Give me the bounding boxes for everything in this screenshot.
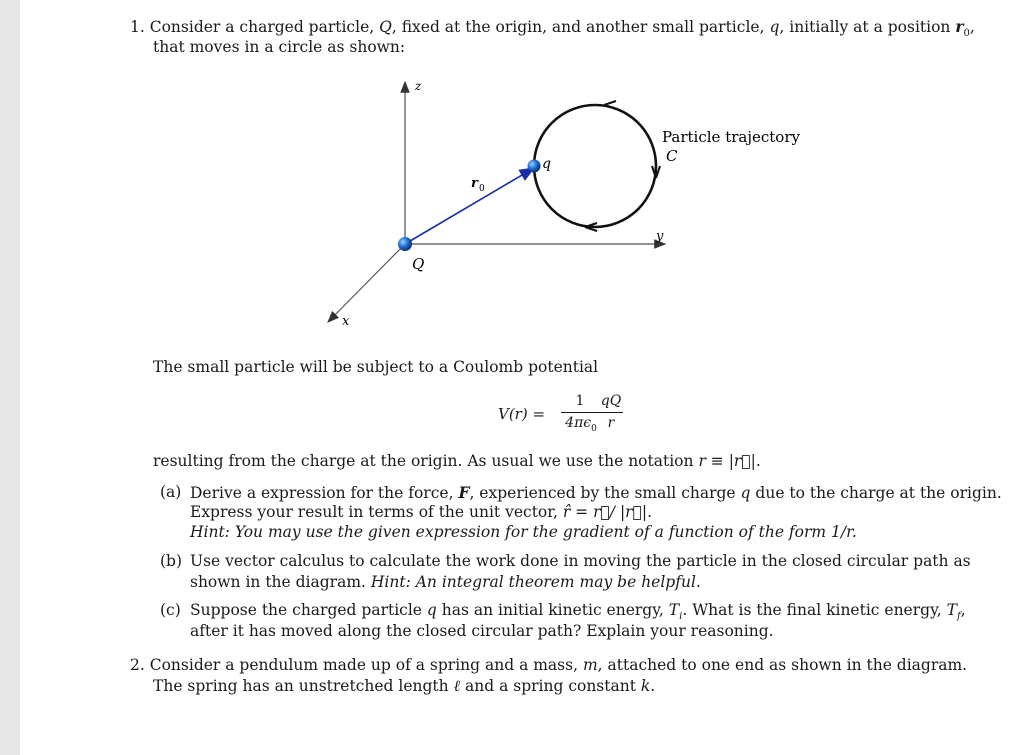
question-1-line-2: that moves in a circle as shown: [153,38,406,56]
question-2-number: 2. [130,656,145,674]
trajectory-arrow-top [604,101,616,109]
question-1-number: 1. [130,18,145,36]
particle-trajectory-diagram [20,70,840,340]
x-axis-label: x [342,314,350,329]
question-1-line-1: 1. Consider a charged particle, Q, fixed at the origin, and another small particle, q, initially at a position $r_0$, [130,17,975,40]
part-a-hint: Hint: You may use the given expression for the gradient of a function of the form 1/r. [190,523,857,541]
r0-vector-symbol: $r_0$ [955,17,970,40]
part-b-label: (b) [160,552,183,570]
charge-q-sphere [528,160,541,173]
potential-intro: The small particle will be subject to a Coulomb potential [153,358,599,376]
r0-label: r [471,176,478,191]
C-label: C [666,147,678,165]
part-c-label: (c) [160,601,181,619]
document-page: 1. Consider a charged particle, Q, fixed at the origin, and another small particle, q, initially at a position $r_0$, that moves in a circle as shown: z y x Q q r 0 Particle trajectory C The small particle will be subject to a Coulomb potential V(r) = 1 $4\pi\epsilon_0$ qQ r resulting from the charge at the origin. As usual we use the notation r ≡ |r⃗|. (a) Derive a expression for the force, F, experienced by the small charge q due to the charge at the origin. Express your result in terms of the unit vector, r̂ = r⃗/ |r⃗|. Hint: You may use the given expression for the gradient of a function of the form 1/r. (b) Use vector calculus to calculate the work done in moving the particle in the closed circular path as shown in the diagram. Hint: An integral theorem may be helpful. (c) Suppose the charged particle q has an initial kinetic energy, $T_i$. What is the final kinetic energy, $T_f$, after it has moved along the closed circular path? Explain your reasoning. 2. Consider a pendulum made up of a spring and a mass, m, attached to one end as shown in the diagram. The spring has an unstretched length ℓ and a spring constant k. [20,0,1032,755]
charge-Q-sphere [398,237,412,251]
part-a-label: (a) [160,483,182,501]
circular-trajectory [534,105,656,227]
x-axis [328,244,405,322]
r0-vector-arrow [405,168,534,244]
y-axis-label: y [656,229,664,244]
q-label: q [542,156,551,172]
r0-label-sub: 0 [479,184,485,194]
trajectory-label: Particle trajectory [662,128,800,146]
z-axis-label: z [415,79,422,93]
Q-label: Q [412,255,425,273]
notation-line: resulting from the charge at the origin. As usual we use the notation r ≡ |r⃗|. [153,452,761,470]
